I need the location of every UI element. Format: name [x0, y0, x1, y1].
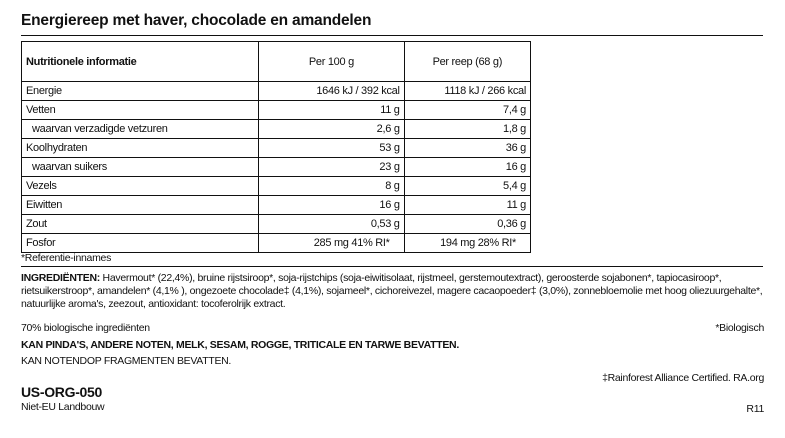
title-underline: [21, 35, 763, 36]
ingredients-label: INGREDIËNTEN:: [21, 272, 100, 284]
value-per-100g: 285 mg 41% RI*: [259, 234, 404, 253]
table-row: [22, 158, 531, 177]
nutrition-table: [21, 41, 531, 253]
table-row: [22, 101, 531, 120]
value-per-100g: 8 g: [259, 177, 404, 196]
organic-share: 70% biologische ingrediënten: [21, 322, 150, 334]
nutrient-label: waarvan verzadigde vetzuren: [22, 120, 259, 139]
ingredients-text: [21, 272, 766, 311]
value-per-100g: 11 g: [259, 101, 404, 120]
value-per-bar: 194 mg 28% RI*: [404, 234, 530, 253]
table-row: [22, 139, 531, 158]
value-per-bar: 11 g: [404, 196, 530, 215]
section-divider: [21, 266, 763, 267]
value-per-100g: 0,53 g: [259, 215, 404, 234]
value-per-bar: 36 g: [404, 139, 530, 158]
nutrient-label: Zout: [22, 215, 259, 234]
nutrient-label: waarvan suikers: [22, 158, 259, 177]
value-per-100g: 23 g: [259, 158, 404, 177]
value-per-100g: 16 g: [259, 196, 404, 215]
ingredients-list: Havermout* (22,4%), bruine rijstsiroop*, soja-rijstchips (soja-eiwitisolaat, rijstmeel, gerstemoutextract), geroosterde sojabonen*, tapiocasiroop*, rietsuikerstroop*, amandelen* (4,1% ), ongezoete chocolade‡ (4,1%), sojameel*, cichoreivezel, magere cacaopoeder‡ (3,0%), zonnebloemolie met hoog oliezuurgehalte*, natuurlijke aroma's, zeezout, antioxidant: tocoferolrijk extract.: [21, 272, 763, 310]
table-row: [22, 177, 531, 196]
table-header-row: [22, 42, 531, 82]
allergen-warning: KAN PINDA'S, ANDERE NOTEN, MELK, SESAM, ROGGE, TRITICALE EN TARWE BEVATTEN.: [21, 339, 459, 351]
value-per-bar: 16 g: [404, 158, 530, 177]
value-per-bar: 5,4 g: [404, 177, 530, 196]
header-per-100g: Per 100 g: [259, 42, 404, 82]
table-row: [22, 82, 531, 101]
value-per-bar: 7,4 g: [404, 101, 530, 120]
header-per-bar: Per reep (68 g): [404, 42, 530, 82]
table-row: [22, 234, 531, 253]
nutrient-label: Vezels: [22, 177, 259, 196]
organic-note: *Biologisch: [715, 322, 764, 334]
value-per-100g: 53 g: [259, 139, 404, 158]
nutrient-label: Energie: [22, 82, 259, 101]
reference-code: R11: [746, 403, 764, 415]
nutrient-label: Eiwitten: [22, 196, 259, 215]
rainforest-note: ‡Rainforest Alliance Certified. RA.org: [602, 372, 764, 384]
table-row: [22, 196, 531, 215]
header-nutrition: Nutritionele informatie: [22, 42, 259, 82]
organic-control-code: US-ORG-050: [21, 384, 103, 400]
value-per-bar: 1,8 g: [404, 120, 530, 139]
value-per-bar: 0,36 g: [404, 215, 530, 234]
value-per-100g: 2,6 g: [259, 120, 404, 139]
nutrient-label: Fosfor: [22, 234, 259, 253]
table-row: [22, 120, 531, 139]
value-per-bar: 1118 kJ / 266 kcal: [404, 82, 530, 101]
nutrient-label: Vetten: [22, 101, 259, 120]
origin-text: Niet-EU Landbouw: [21, 401, 105, 413]
allergen-fragments: KAN NOTENDOP FRAGMENTEN BEVATTEN.: [21, 355, 232, 367]
reference-intake-note: *Referentie-innames: [21, 252, 112, 264]
product-title: Energiereep met haver, chocolade en amandelen: [21, 12, 372, 29]
value-per-100g: 1646 kJ / 392 kcal: [259, 82, 404, 101]
nutrient-label: Koolhydraten: [22, 139, 259, 158]
table-row: [22, 215, 531, 234]
